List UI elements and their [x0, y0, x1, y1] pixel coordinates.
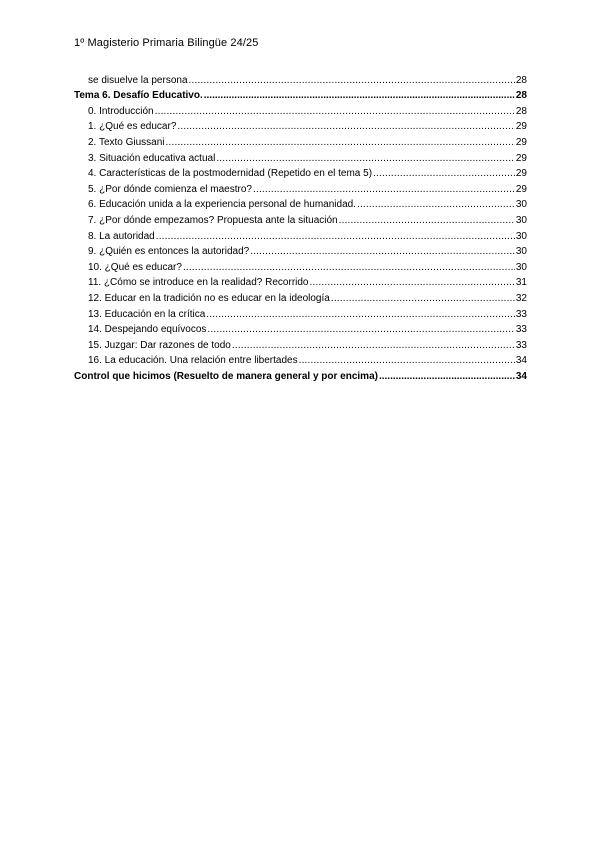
toc-entry-page: 30	[515, 246, 527, 258]
toc-entry-page: 34	[515, 370, 527, 382]
toc-entry-page: 33	[515, 324, 527, 336]
toc-entry-page: 33	[515, 308, 527, 320]
toc-entry-title: 1. ¿Qué es educar?	[88, 121, 177, 133]
toc-entry-page: 34	[515, 355, 527, 367]
toc-leader-dots	[253, 184, 515, 196]
toc-entry-page: 29	[515, 136, 527, 148]
toc-entry[interactable]	[74, 118, 527, 134]
toc-leader-dots	[250, 246, 515, 258]
toc-entry-title: 11. ¿Cómo se introduce en la realidad? Recorrido	[88, 277, 309, 289]
toc-entry-title: se disuelve la persona	[88, 74, 188, 86]
toc-entry[interactable]	[74, 336, 527, 352]
toc-leader-dots	[232, 340, 515, 352]
toc-leader-dots	[379, 371, 515, 383]
toc-entry-page: 28	[515, 74, 527, 86]
toc-entry[interactable]	[74, 149, 527, 165]
toc-leader-dots	[177, 121, 514, 133]
toc-entry-chapter[interactable]	[74, 367, 527, 383]
toc-entry[interactable]	[74, 321, 527, 337]
toc-leader-dots	[357, 199, 515, 211]
toc-leader-dots	[183, 262, 515, 274]
toc-entry-chapter[interactable]	[74, 87, 527, 103]
toc-leader-dots	[216, 153, 515, 165]
toc-entry-page: 29	[515, 121, 527, 133]
toc-entry[interactable]	[74, 196, 527, 212]
toc-leader-dots	[331, 293, 515, 305]
toc-entry[interactable]	[74, 227, 527, 243]
toc-leader-dots	[339, 215, 515, 227]
toc-leader-dots	[166, 137, 515, 149]
toc-entry-title: 6. Educación unida a la experiencia personal de humanidad.	[88, 199, 356, 211]
toc-entry[interactable]	[74, 258, 527, 274]
toc-leader-dots	[373, 168, 515, 180]
page-header: 1º Magisterio Primaria Bilingüe 24/25	[74, 37, 259, 49]
toc-entry-title: 15. Juzgar: Dar razones de todo	[88, 339, 231, 351]
toc-entry-title: Tema 6. Desafío Educativo.	[74, 90, 203, 102]
toc-entry-title: 7. ¿Por dónde empezamos? Propuesta ante la situación	[88, 214, 338, 226]
toc-leader-dots	[189, 75, 515, 87]
toc-entry[interactable]	[74, 165, 527, 181]
toc-entry-page: 28	[515, 90, 527, 102]
toc-leader-dots	[310, 277, 515, 289]
toc-entry[interactable]	[74, 243, 527, 259]
toc-entry-title: Control que hicimos (Resuelto de manera general y por encima)	[74, 370, 378, 382]
toc-entry-title: 2. Texto Giussani	[88, 136, 165, 148]
toc-entry-page: 30	[515, 214, 527, 226]
toc-entry-page: 29	[515, 183, 527, 195]
toc-entry-page: 30	[515, 261, 527, 273]
toc-entry-page: 30	[515, 199, 527, 211]
toc-leader-dots	[206, 309, 515, 321]
toc-entry-title: 12. Educar en la tradición no es educar en la ideología	[88, 292, 330, 304]
toc-entry-title: 10. ¿Qué es educar?	[88, 261, 182, 273]
toc-entry-title: 13. Educación en la crítica	[88, 308, 206, 320]
toc-entry[interactable]	[74, 211, 527, 227]
toc-entry-page: 29	[515, 152, 527, 164]
toc-entry-title: 14. Despejando equívocos	[88, 324, 207, 336]
toc-entry[interactable]	[74, 133, 527, 149]
toc-entry-title: 16. La educación. Una relación entre libertades	[88, 355, 298, 367]
toc-entry-title: 5. ¿Por dónde comienza el maestro?	[88, 183, 252, 195]
toc-entry-title: 3. Situación educativa actual	[88, 152, 216, 164]
toc-entry[interactable]	[74, 71, 527, 87]
toc-entry[interactable]	[74, 289, 527, 305]
table-of-contents	[74, 71, 527, 383]
toc-entry[interactable]	[74, 102, 527, 118]
toc-leader-dots	[207, 324, 514, 336]
toc-entry-page: 31	[515, 277, 527, 289]
toc-entry-title: 4. Características de la postmodernidad (Repetido en el tema 5)	[88, 168, 373, 180]
toc-entry-page: 29	[515, 168, 527, 180]
toc-entry-page: 32	[515, 292, 527, 304]
toc-leader-dots	[155, 106, 515, 118]
toc-leader-dots	[299, 355, 515, 367]
toc-entry-page: 28	[515, 105, 527, 117]
toc-entry-page: 33	[515, 339, 527, 351]
toc-entry[interactable]	[74, 305, 527, 321]
toc-entry-page: 30	[515, 230, 527, 242]
toc-entry-title: 9. ¿Quién es entonces la autoridad?	[88, 246, 250, 258]
toc-entry-title: 8. La autoridad	[88, 230, 155, 242]
toc-entry[interactable]	[74, 352, 527, 368]
toc-entry[interactable]	[74, 274, 527, 290]
toc-entry-title: 0. Introducción	[88, 105, 154, 117]
toc-entry[interactable]	[74, 180, 527, 196]
toc-leader-dots	[204, 90, 515, 102]
toc-leader-dots	[156, 231, 515, 243]
